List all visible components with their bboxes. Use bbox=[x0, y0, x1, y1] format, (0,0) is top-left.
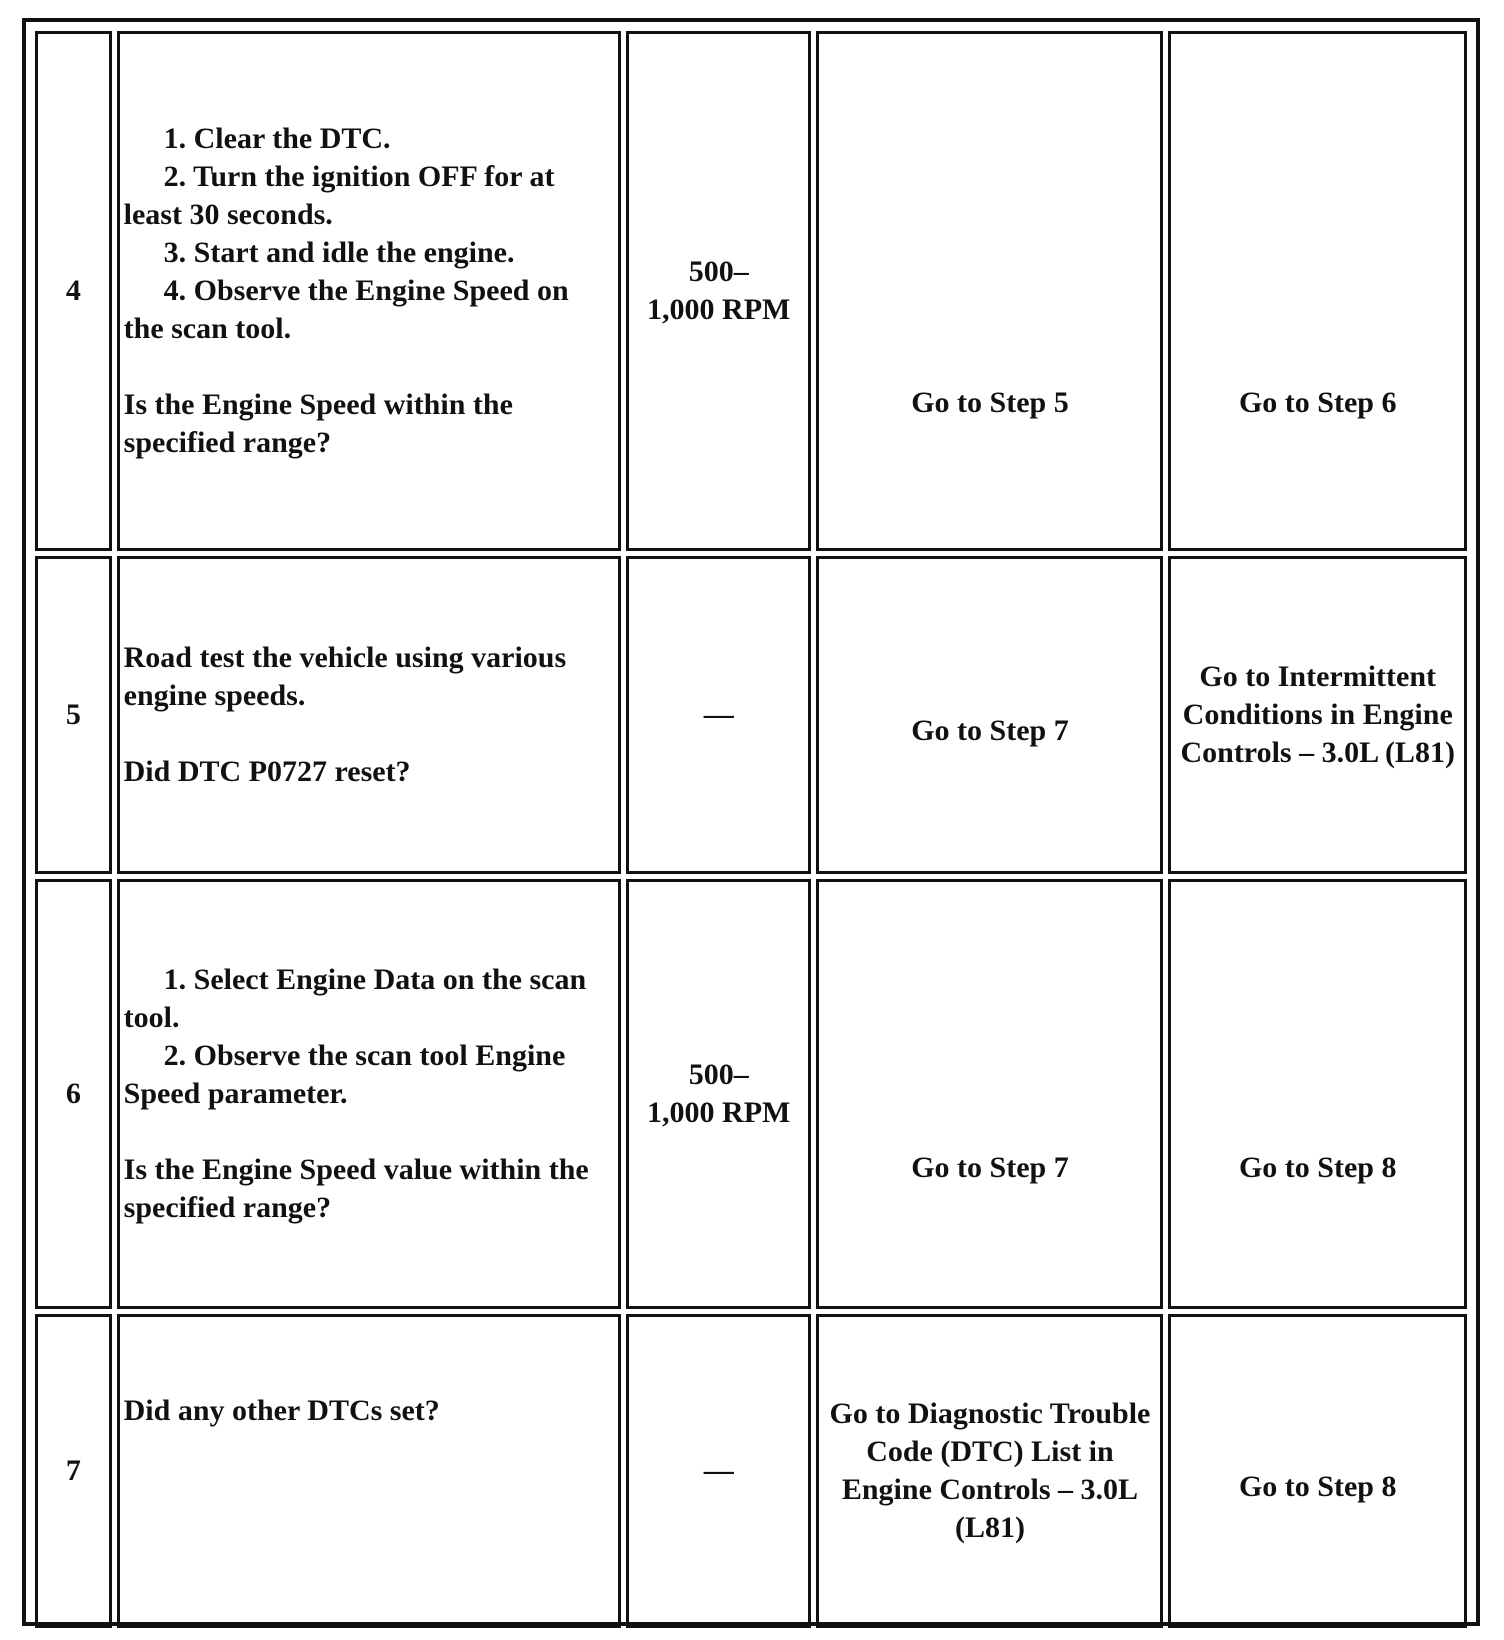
action-item: 3. Start and idle the engine. bbox=[163, 236, 515, 269]
value-cell bbox=[626, 879, 812, 1309]
no-cell bbox=[1168, 556, 1467, 874]
yes-cell bbox=[816, 1314, 1163, 1628]
diagnostic-table-frame bbox=[22, 18, 1480, 1626]
yes-cell bbox=[816, 31, 1163, 551]
table-row bbox=[35, 879, 1467, 1309]
action-cell bbox=[117, 1314, 621, 1628]
step-number-cell bbox=[35, 1314, 112, 1628]
action-item: 1. Select Engine Data on the scan tool. bbox=[123, 963, 587, 1034]
action-cell bbox=[117, 556, 621, 874]
value-line: 500– 1,000 RPM bbox=[647, 1058, 791, 1129]
step-number: 7 bbox=[65, 1454, 81, 1487]
value-cell bbox=[626, 31, 812, 551]
yes-action: Go to Step 7 bbox=[911, 1151, 1069, 1184]
step-number: 4 bbox=[65, 274, 81, 307]
no-cell bbox=[1168, 1314, 1467, 1628]
action-item: 4. Observe the Engine Speed on the scan tool. bbox=[123, 274, 569, 345]
action-cell bbox=[117, 31, 621, 551]
yes-action: Go to Diagnostic Trouble Code (DTC) List in Engine Controls – 3.0L (L81) bbox=[829, 1397, 1151, 1544]
yes-action: Go to Step 5 bbox=[911, 386, 1069, 419]
action-item: 2. Turn the ignition OFF for at least 30 seconds. bbox=[123, 160, 555, 231]
table-row bbox=[35, 556, 1467, 874]
value-cell bbox=[626, 556, 812, 874]
value-line: 500– 1,000 RPM bbox=[647, 255, 791, 326]
action-item: 1. Clear the DTC. bbox=[163, 122, 391, 155]
action-item: 2. Observe the scan tool Engine Speed parameter. bbox=[123, 1039, 566, 1110]
value-cell bbox=[626, 1314, 812, 1628]
action-question: Is the Engine Speed within the specified range? bbox=[123, 388, 513, 459]
table-row bbox=[35, 31, 1467, 551]
yes-action: Go to Step 7 bbox=[911, 714, 1069, 747]
step-number-cell bbox=[35, 31, 112, 551]
value-line: — bbox=[703, 1454, 734, 1487]
no-action: Go to Step 8 bbox=[1238, 1151, 1397, 1184]
step-number-cell bbox=[35, 556, 112, 874]
no-action: Go to Intermittent Conditions in Engine Controls – 3.0L (L81) bbox=[1180, 660, 1455, 769]
step-number-cell bbox=[35, 879, 112, 1309]
no-cell bbox=[1168, 31, 1467, 551]
action-question: Is the Engine Speed value within the specified range? bbox=[123, 1153, 589, 1224]
diagnostic-steps-table bbox=[30, 26, 1472, 1633]
action-question: Did any other DTCs set? bbox=[123, 1394, 440, 1427]
no-cell bbox=[1168, 879, 1467, 1309]
action-cell bbox=[117, 879, 621, 1309]
table-row bbox=[35, 1314, 1467, 1628]
value-line: — bbox=[703, 698, 734, 731]
step-number: 6 bbox=[65, 1077, 81, 1110]
yes-cell bbox=[816, 556, 1163, 874]
action-text: Road test the vehicle using various engine speeds. bbox=[123, 641, 567, 712]
action-question: Did DTC P0727 reset? bbox=[123, 755, 411, 788]
yes-cell bbox=[816, 879, 1163, 1309]
step-number: 5 bbox=[65, 698, 81, 731]
no-action: Go to Step 6 bbox=[1238, 386, 1397, 419]
no-action: Go to Step 8 bbox=[1238, 1470, 1397, 1503]
